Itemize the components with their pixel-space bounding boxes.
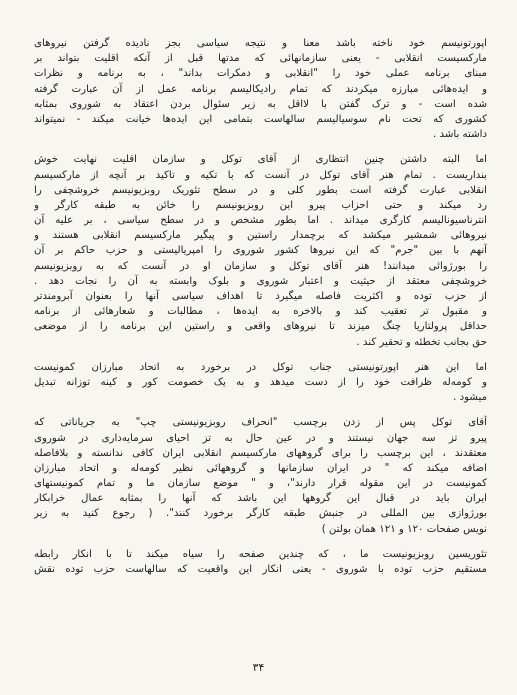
text-line: و کومه‌له ظرافت خود را از دست میدهد و به یک خصومت کور و کینه توزانه تبدیل — [34, 376, 487, 388]
text-line: مبنای برنامه عملی خود را "انقلابی و دمکرات بداند" ، به برنامه و نظرات — [34, 68, 487, 80]
text-line: بورژوازی بین المللی در جنبش طبقه کارگر برخورد کنند". ( رجوع کنید به زیر — [34, 508, 487, 520]
text-line: و ایده‌هائی مبارزه میکردند که تمام رادیکالیسم برنامه عمل از آن عبارت گرفته — [34, 83, 487, 95]
text-line: اما این هنر اپورتونیستی جناب توکل در برخورد به اتحاد مبارزان کمونیست — [34, 361, 487, 373]
paragraph-3 — [34, 360, 487, 406]
text-line: میشود . — [453, 392, 487, 404]
text-line: را بورژوائی میدانند! هنر آقای توکل و سازمان او در آنست که به روبزیونیسم — [34, 260, 487, 272]
text-line: تئوریسین روبزیونیست ما ، که چندین صفحه را سیاه میکند تا با انکار رابطه — [34, 548, 487, 560]
text-line: از حزب توده و اکثریت فاصله میگیرد تا اهداف سیاسی آنها را بعنوان آبرومندتر — [34, 291, 487, 302]
paragraph-gap — [34, 350, 487, 360]
text-line: حداقل پرولتاریا چنگ میزند تا نیروهای واقعی و راستین این برنامه را از موضعی — [34, 321, 487, 333]
text-line: انترناسیونالیسم کارگری میداند . اما بطور مشخص و در سطح سیاسی ، بر علیه آن — [34, 215, 487, 227]
text-line: پیرو تز سه جهان نیستند و در عین حال به تز احیای سرمایه‌داری در شوروی — [34, 432, 487, 444]
text-line: بنداریست . تمام هنر آقای توکل در آنست که با تکیه و تاکید بر آنچه از مارکسیسم — [34, 169, 487, 181]
paragraph-1 — [34, 36, 487, 142]
text-line: مستقیم حزب توده با شوروی - یعنی انکار این واقعیت که سالهاست حزب توده نقش — [34, 564, 487, 575]
paragraph-2 — [34, 152, 487, 349]
page-number: ۳۴ — [252, 661, 265, 674]
text-line: اما البته داشتن چنین انتظاری از آقای توکل و سازمان اقلیت نهایت خوش — [34, 154, 487, 166]
text-line: اضافه میکند که " در ایران سازمانها و گروههائی نظیر کومه‌له و اتحاد مبارزان — [34, 462, 487, 474]
text-line: کمونیست در این مقوله قرار دارند"، و " موضع سازمان ما و تمام کمونیستهای — [34, 478, 487, 490]
text-line: آقای توکل پس از زدن برچسب "انحراف روبزیونیستی چپ" به جریاناتی که — [34, 417, 487, 429]
paragraph-4 — [34, 415, 487, 537]
paragraph-gap — [34, 405, 487, 415]
text-line: معتقدند ، این برچسب را برای گروههای مارکسیسم انقلابی ایران کافی ندانسته و بلافاصله — [34, 447, 487, 459]
text-line: حق بجانب تخطئه و تحقیر کند . — [356, 336, 487, 348]
text-line: نویس صفحات ۱۲۰ و ۱۲۱ همان بولتن ) — [321, 523, 487, 535]
text-line: مارکسیست انقلابی - یعنی سازمانهائی که مدتها قبل از آنکه اقلیت بتواند بر — [34, 53, 487, 65]
paragraph-gap — [34, 142, 487, 152]
text-line: اپورتونیسم خود ناخته باشد معنا و نتیجه سیاسی بجز نادیده گرفتن نیروهای — [34, 38, 487, 49]
text-line: انقلابی عبارت گرفته است بطور کلی و در سطح تئوریک روبزیونیسم خروشچفی را — [34, 184, 487, 196]
text-line: کشوری که تحت نام سوسیالیسم سالهاست بتمامی این ایده‌ها خیانت میکند - نمیتواند — [34, 113, 487, 125]
paragraph-5 — [34, 547, 487, 577]
text-line: ایران باید در قبال این گروهها این باشد که آنها را بمثابه عمال خرابکار — [34, 493, 487, 505]
text-line: آنهم با بین "جرم" که این نیروها کشور شوروی را امپریالیستی و حزب حاکم بر آن — [34, 245, 487, 257]
text-line: شده است - و ترک گفتن با لااقل به زیر سئوال بردن اعتقاد به شوروی بمثابه — [34, 98, 487, 110]
text-line: و مقبول تر تعقیب کند و بالاخره به ایده‌ها ، مطالبات و شعارهائی از برنامه — [34, 306, 487, 318]
text-line: داشته باشد . — [433, 129, 487, 141]
text-line: نیروهائی شمشیر میکشد که برچمدار راستین و پیگیر مارکسیسم انقلابی هستند و — [34, 230, 487, 242]
paragraph-gap — [34, 537, 487, 547]
text-line: رد میکند و حتی احزاب پیرو این روبزیونیسم را خائن به طبقه کارگر و — [34, 199, 487, 211]
text-line: خروشچفی معتقد از حیثیت و اعتبار شوروی و بلوک وابسته به آن را نجات دهد . — [34, 275, 487, 287]
